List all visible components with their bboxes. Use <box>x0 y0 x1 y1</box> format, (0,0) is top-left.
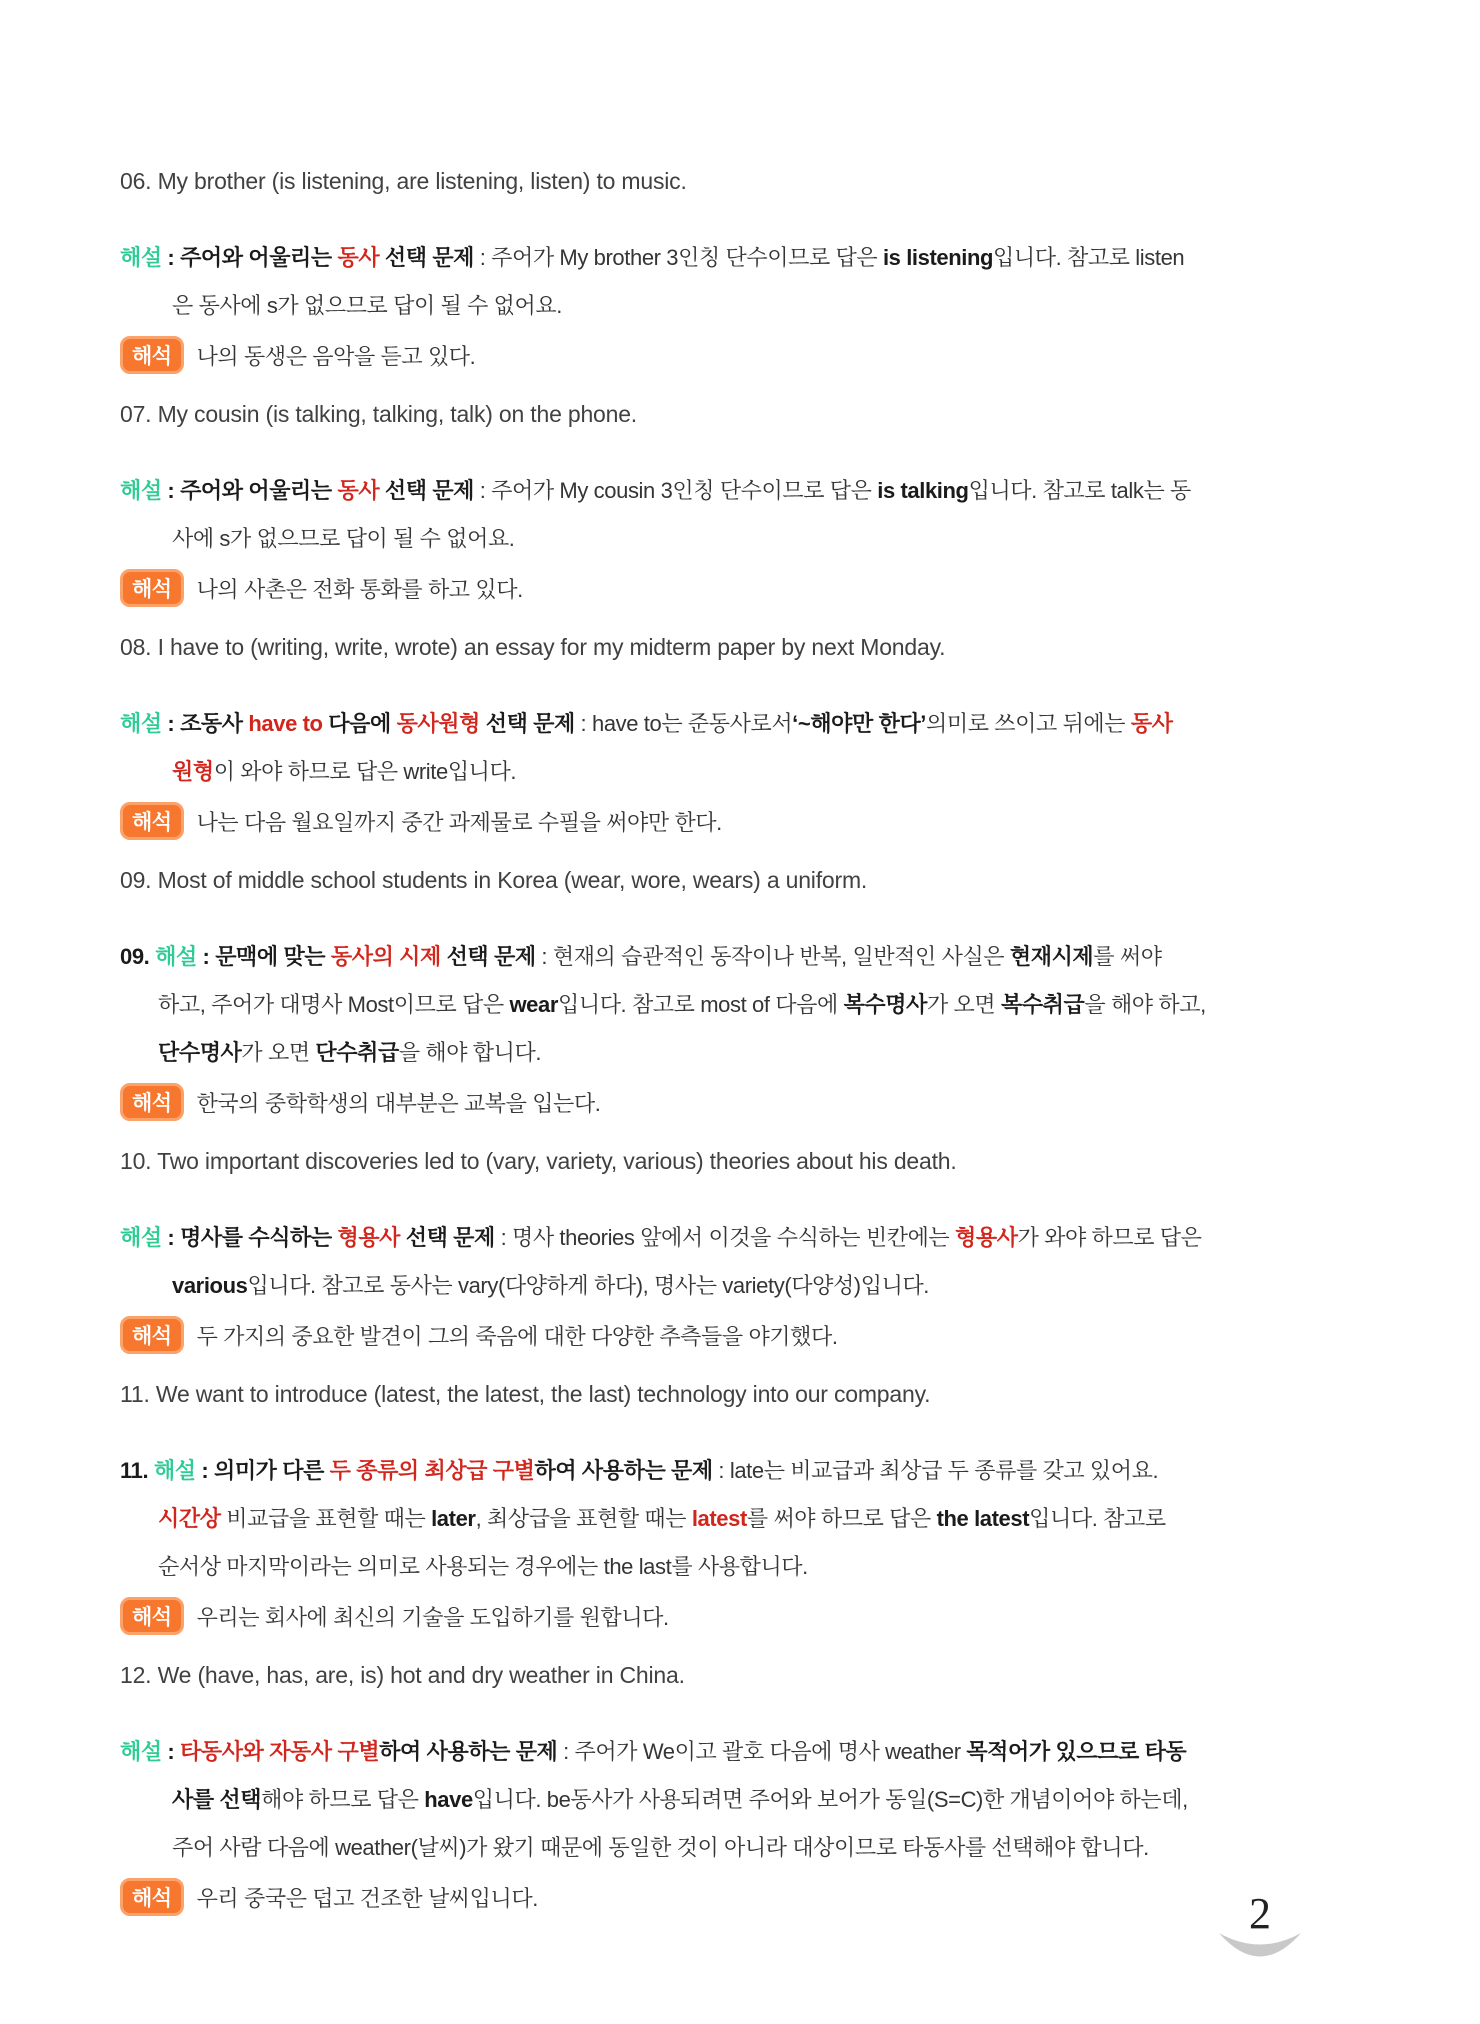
text-segment: 을 해야 하고, <box>1084 992 1206 1017</box>
explanation-line <box>120 1262 1370 1310</box>
text-segment: 선택 문제 <box>379 478 475 503</box>
text-segment: is talking <box>877 478 969 503</box>
explanation-line <box>120 282 1370 330</box>
explanation-line <box>120 1447 1370 1495</box>
text-segment: 선택 문제 <box>400 1225 495 1250</box>
translation-text: 우리 중국은 덥고 건조한 날씨입니다. <box>196 1885 538 1911</box>
translation-row <box>120 1078 1370 1126</box>
text-segment: : <box>195 1458 214 1483</box>
question-block <box>120 1662 1370 1921</box>
text-segment: 타동사와 자동사 구별 <box>180 1739 380 1764</box>
translation-badge: 해석 <box>120 1878 184 1916</box>
translation-row <box>120 1311 1370 1359</box>
explanation <box>120 933 1370 1077</box>
question-block <box>120 634 1370 845</box>
text-segment: : 주어가 My brother 3인칭 단수이므로 답은 <box>474 245 883 270</box>
text-segment: 선택 문제 <box>440 944 536 969</box>
text-segment: 해야 하므로 답은 <box>261 1787 425 1812</box>
explanation-line <box>120 1543 1370 1591</box>
translation-badge: 해석 <box>120 569 184 607</box>
translation-badge: 해석 <box>120 336 184 374</box>
text-segment: 동사 <box>337 245 380 270</box>
translation-row <box>120 1592 1370 1640</box>
translation-text: 나의 동생은 음악을 듣고 있다. <box>196 343 476 369</box>
answer-sections <box>120 168 1370 1921</box>
text-segment: 두 종류의 최상급 구별 <box>329 1458 535 1483</box>
text-segment: : late는 비교급과 최상급 두 종류를 갖고 있어요. <box>712 1458 1159 1483</box>
question-block <box>120 401 1370 612</box>
question-text: 09. Most of middle school students in Korea (wear, wore, wears) a uniform. <box>120 867 868 893</box>
question-block <box>120 1148 1370 1359</box>
page-footer <box>1212 1889 1308 1966</box>
translation-badge: 해석 <box>120 1083 184 1121</box>
explanation-line <box>120 1214 1370 1262</box>
explanation-label: 해설 <box>120 245 162 270</box>
translation-text: 두 가지의 중요한 발견이 그의 죽음에 대한 다양한 추측들을 야기했다. <box>196 1323 838 1349</box>
text-segment: 의미로 쓰이고 뒤에는 <box>926 711 1131 736</box>
explanation <box>120 467 1370 563</box>
text-segment: 입니다. 참고로 listen <box>993 245 1185 270</box>
translation-row <box>120 1873 1370 1921</box>
text-segment: 하고, 주어가 대명사 Most이므로 답은 <box>158 992 510 1017</box>
explanation-label: 해설 <box>120 711 162 736</box>
text-segment: : <box>161 711 181 736</box>
text-segment: 현재시제 <box>1009 944 1094 969</box>
explanation <box>120 234 1370 330</box>
translation-text: 나는 다음 월요일까지 중간 과제물로 수필을 써야만 한다. <box>196 809 722 835</box>
text-segment: 시간상 <box>158 1506 221 1531</box>
question-text: 08. I have to (writing, write, wrote) an essay for my midterm paper by next Monday. <box>120 634 946 660</box>
translation-row <box>120 797 1370 845</box>
question-text: 07. My cousin (is talking, talking, talk) on the phone. <box>120 401 638 427</box>
text-segment: later <box>431 1506 476 1531</box>
explanation-label: 해설 <box>120 478 162 503</box>
text-segment: 하여 사용하는 문제 <box>534 1458 713 1483</box>
explanation <box>120 1728 1370 1872</box>
question-number-prefix: 09. <box>120 944 156 969</box>
text-segment: wear <box>509 992 558 1017</box>
text-segment: 문맥에 맞는 <box>215 944 331 969</box>
text-segment: latest <box>691 1506 747 1531</box>
text-segment: 이 와야 하므로 답은 write입니다. <box>213 759 517 784</box>
text-segment: 은 동사에 s가 없으므로 답이 될 수 없어요. <box>172 293 562 318</box>
text-segment: 복수취급 <box>1000 992 1085 1017</box>
translation-row <box>120 331 1370 379</box>
text-segment: 입니다. be동사가 사용되려면 주어와 보어가 동일(S=C)한 개념이어야 하는데, <box>472 1787 1188 1812</box>
text-segment: 입니다. 참고로 동사는 vary(다양하게 하다), 명사는 variety(다양성)입니다. <box>247 1273 929 1298</box>
explanation-line <box>120 981 1370 1029</box>
explanation-line <box>120 1776 1370 1824</box>
text-segment: 가 오면 <box>926 992 1001 1017</box>
text-segment: 형용사 <box>337 1225 401 1250</box>
text-segment: : <box>161 1225 181 1250</box>
text-segment: the latest <box>936 1506 1030 1531</box>
explanation <box>120 1214 1370 1310</box>
text-segment: 복수명사 <box>843 992 927 1017</box>
explanation-label: 해설 <box>153 1458 196 1483</box>
text-segment: 의미가 다른 <box>213 1458 330 1483</box>
text-segment: 사를 선택 <box>172 1787 262 1812</box>
text-segment: 주어와 어울리는 <box>180 478 338 503</box>
text-segment: 동사의 시제 <box>330 944 441 969</box>
text-segment: 동사원형 <box>396 711 480 736</box>
explanation-label: 해설 <box>120 1225 162 1250</box>
text-segment: 다음에 <box>322 711 397 736</box>
text-segment: 비교급을 표현할 때는 <box>220 1506 432 1531</box>
translation-row <box>120 564 1370 612</box>
explanation-label: 해설 <box>120 1739 162 1764</box>
text-segment: 동사 <box>1130 711 1173 736</box>
text-segment: 가 오면 <box>241 1040 316 1065</box>
text-segment: 주어 사람 다음에 weather(날씨)가 왔기 때문에 동일한 것이 아니라 대상이므로 타동사를 선택해야 합니다. <box>172 1835 1149 1860</box>
explanation-line <box>120 1728 1370 1776</box>
text-segment: 주어와 어울리는 <box>180 245 338 270</box>
explanation-line <box>120 515 1370 563</box>
question-text: 10. Two important discoveries led to (vary, variety, various) theories about his death. <box>120 1148 957 1174</box>
text-segment: 단수취급 <box>315 1040 399 1065</box>
text-segment: 목적어가 있으므로 타동 <box>966 1739 1187 1764</box>
text-segment: 선택 문제 <box>379 245 475 270</box>
text-segment: ‘~해야만 한다’ <box>792 711 927 736</box>
translation-badge: 해석 <box>120 1316 184 1354</box>
text-segment: 입니다. 참고로 most of 다음에 <box>557 992 844 1017</box>
text-segment: 형용사 <box>955 1225 1018 1250</box>
question-text: 11. We want to introduce (latest, the latest, the last) technology into our company. <box>120 1381 931 1407</box>
text-segment: is listening <box>882 245 994 270</box>
text-segment: 를 써야 하므로 답은 <box>746 1506 937 1531</box>
text-segment: 입니다. 참고로 talk는 동 <box>968 478 1191 503</box>
explanation <box>120 1447 1370 1591</box>
question-text: 12. We (have, has, are, is) hot and dry weather in China. <box>120 1662 685 1688</box>
question-number-prefix: 11. <box>120 1458 154 1483</box>
question-block <box>120 168 1370 379</box>
question-text: 06. My brother (is listening, are listening, listen) to music. <box>120 168 687 194</box>
text-segment: have <box>424 1787 473 1812</box>
explanation-line <box>120 1495 1370 1543</box>
text-segment: 을 해야 합니다. <box>398 1040 542 1065</box>
text-segment: 선택 문제 <box>480 711 575 736</box>
text-segment: : have to는 준동사로서 <box>574 711 793 736</box>
text-segment: : 현재의 습관적인 동작이나 반복, 일반적인 사실은 <box>535 944 1010 969</box>
explanation-line <box>120 933 1370 981</box>
text-segment: 사에 s가 없으므로 답이 될 수 없어요. <box>172 526 515 551</box>
text-segment: 원형 <box>172 759 214 784</box>
text-segment: 를 써야 <box>1093 944 1162 969</box>
text-segment: : <box>161 478 181 503</box>
text-segment: : 명사 theories 앞에서 이것을 수식하는 빈칸에는 <box>494 1225 955 1250</box>
text-segment: 조동사 <box>180 711 249 736</box>
text-segment: , 최상급을 표현할 때는 <box>475 1506 692 1531</box>
explanation-line <box>120 234 1370 282</box>
explanation-line <box>120 1824 1370 1872</box>
text-segment: : 주어가 My cousin 3인칭 단수이므로 답은 <box>474 478 878 503</box>
translation-badge: 해석 <box>120 802 184 840</box>
text-segment: 가 와야 하므로 답은 <box>1017 1225 1202 1250</box>
text-segment: have to <box>248 711 323 736</box>
question-block <box>120 867 1370 1126</box>
translation-text: 우리는 회사에 최신의 기술을 도입하기를 원합니다. <box>196 1604 669 1630</box>
page-number: 2 <box>1249 1889 1271 1938</box>
text-segment: 입니다. 참고로 <box>1029 1506 1166 1531</box>
text-segment: various <box>172 1273 248 1298</box>
translation-text: 한국의 중학학생의 대부분은 교복을 입는다. <box>196 1090 601 1116</box>
explanation-line <box>120 467 1370 515</box>
explanation-label: 해설 <box>155 944 197 969</box>
translation-badge: 해석 <box>120 1597 184 1635</box>
text-segment: 단수명사 <box>158 1040 242 1065</box>
text-segment: 동사 <box>337 478 380 503</box>
text-segment: 명사를 수식하는 <box>180 1225 338 1250</box>
question-block <box>120 1381 1370 1640</box>
text-segment: : <box>196 944 216 969</box>
explanation-line <box>120 700 1370 748</box>
explanation-line <box>120 1029 1370 1077</box>
text-segment: : <box>161 1739 181 1764</box>
text-segment: : <box>161 245 181 270</box>
explanation-line <box>120 748 1370 796</box>
explanation <box>120 700 1370 796</box>
text-segment: : 주어가 We이고 괄호 다음에 명사 weather <box>557 1739 967 1764</box>
text-segment: 순서상 마지막이라는 의미로 사용되는 경우에는 the last를 사용합니다. <box>158 1554 808 1579</box>
text-segment: 하여 사용하는 문제 <box>379 1739 558 1764</box>
translation-text: 나의 사촌은 전화 통화를 하고 있다. <box>196 576 523 602</box>
